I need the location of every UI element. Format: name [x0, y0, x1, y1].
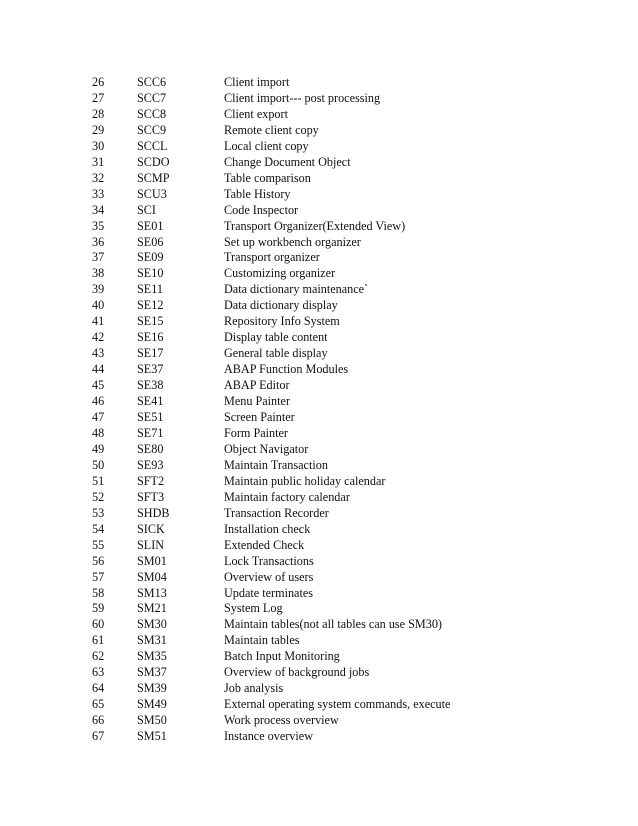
transaction-description: Change Document Object — [224, 154, 351, 169]
transaction-code: SM35 — [137, 649, 167, 664]
transaction-code: SM04 — [137, 569, 167, 584]
transaction-description: Maintain factory calendar — [224, 489, 350, 504]
transaction-code: SE01 — [137, 218, 164, 233]
table-row — [92, 442, 524, 458]
transaction-description: Table comparison — [224, 170, 311, 185]
table-row — [92, 171, 524, 187]
row-number: 43 — [92, 346, 105, 361]
table-row — [92, 362, 524, 378]
table-row — [92, 235, 524, 251]
table-row — [92, 91, 524, 107]
table-row — [92, 394, 524, 410]
row-number: 60 — [92, 617, 105, 632]
row-number: 44 — [92, 362, 105, 377]
transaction-code: SCC6 — [137, 75, 167, 89]
row-number: 46 — [92, 394, 105, 409]
transaction-description: External operating system commands, execute — [224, 697, 451, 712]
transaction-description: Update terminates — [224, 585, 314, 600]
table-row — [92, 506, 524, 522]
row-number: 59 — [92, 601, 105, 616]
table-row — [92, 554, 524, 570]
transaction-code: SHDB — [137, 505, 170, 520]
table-row — [92, 665, 524, 681]
row-number: 48 — [92, 425, 105, 440]
row-number: 42 — [92, 330, 105, 345]
transaction-code: SICK — [137, 521, 165, 536]
transaction-code: SCC8 — [137, 106, 167, 121]
table-row — [92, 282, 524, 298]
transaction-description: System Log — [224, 601, 283, 616]
transaction-code: SM13 — [137, 585, 167, 600]
table-row — [92, 219, 524, 235]
row-number: 26 — [92, 75, 105, 89]
transaction-description: Transport Organizer(Extended View) — [224, 218, 406, 233]
row-number: 36 — [92, 234, 105, 249]
transaction-description: Instance overview — [224, 729, 313, 744]
transaction-code: SCMP — [137, 170, 170, 185]
table-row — [92, 633, 524, 649]
transaction-description: Repository Info System — [224, 314, 340, 329]
transaction-description: Data dictionary display — [224, 298, 338, 313]
table-row — [92, 155, 524, 171]
row-number: 28 — [92, 106, 105, 121]
row-number: 45 — [92, 378, 105, 393]
table-row — [92, 187, 524, 203]
table-row — [92, 522, 524, 538]
transaction-description: Client import — [224, 75, 290, 89]
row-number: 32 — [92, 170, 105, 185]
table-row — [92, 378, 524, 394]
transaction-description: Job analysis — [224, 681, 284, 696]
table-row — [92, 713, 524, 729]
table-row — [92, 601, 524, 617]
transaction-code: SE12 — [137, 298, 164, 313]
row-number: 67 — [92, 729, 105, 744]
row-number: 41 — [92, 314, 105, 329]
table-row — [92, 697, 524, 713]
transaction-code: SM21 — [137, 601, 167, 616]
table-row — [92, 250, 524, 266]
transaction-code: SE51 — [137, 410, 164, 425]
row-number: 51 — [92, 473, 105, 488]
transaction-description: ABAP Function Modules — [224, 362, 349, 377]
table-row — [92, 681, 524, 697]
table-row — [92, 570, 524, 586]
transaction-description: Lock Transactions — [224, 553, 314, 568]
row-number: 58 — [92, 585, 105, 600]
table-row — [92, 649, 524, 665]
row-number: 57 — [92, 569, 105, 584]
transaction-code: SE06 — [137, 234, 164, 249]
transaction-code: SE17 — [137, 346, 164, 361]
table-row — [92, 729, 524, 745]
transaction-code: SCC7 — [137, 90, 167, 105]
transaction-code: SM01 — [137, 553, 167, 568]
row-number: 55 — [92, 537, 105, 552]
table-row — [92, 123, 524, 139]
transaction-code: SM50 — [137, 713, 167, 728]
table-row — [92, 203, 524, 219]
transaction-code: SE15 — [137, 314, 164, 329]
table-row — [92, 490, 524, 506]
transaction-description: Transaction Recorder — [224, 505, 329, 520]
transaction-code: SLIN — [137, 537, 165, 552]
transaction-code: SE71 — [137, 425, 164, 440]
table-row — [92, 330, 524, 346]
row-number: 30 — [92, 138, 105, 153]
transaction-code: SM49 — [137, 697, 167, 712]
table-row — [92, 139, 524, 155]
transaction-description: Installation check — [224, 521, 311, 536]
transaction-description: Client export — [224, 106, 288, 121]
transaction-description: Maintain tables(not all tables can use SM30) — [224, 617, 442, 632]
transaction-code: SCU3 — [137, 186, 167, 201]
table-row — [92, 617, 524, 633]
transaction-description: Code Inspector — [224, 202, 299, 217]
transaction-description: Overview of background jobs — [224, 665, 370, 680]
row-number: 61 — [92, 633, 105, 648]
table-row — [92, 458, 524, 474]
transaction-code: SE11 — [137, 282, 163, 297]
transaction-code: SM37 — [137, 665, 167, 680]
transaction-description: Maintain Transaction — [224, 457, 328, 472]
transaction-description: Customizing organizer — [224, 266, 336, 281]
transaction-description: Form Painter — [224, 425, 288, 440]
transaction-code: SCCL — [137, 138, 168, 153]
transaction-description: Batch Input Monitoring — [224, 649, 340, 664]
transaction-code: SE93 — [137, 457, 164, 472]
row-number: 50 — [92, 457, 105, 472]
row-number: 63 — [92, 665, 105, 680]
row-number: 64 — [92, 681, 105, 696]
table-row — [92, 426, 524, 442]
transaction-description: Display table content — [224, 330, 328, 345]
transaction-code: SE80 — [137, 441, 164, 456]
transaction-code: SM30 — [137, 617, 167, 632]
table-body — [92, 75, 524, 745]
transaction-code-table — [92, 75, 524, 745]
row-number: 29 — [92, 122, 105, 137]
row-number: 56 — [92, 553, 105, 568]
transaction-description: Maintain tables — [224, 633, 300, 648]
transaction-code: SCDO — [137, 154, 170, 169]
transaction-code: SFT3 — [137, 489, 165, 504]
transaction-code: SFT2 — [137, 473, 165, 488]
transaction-code: SE10 — [137, 266, 164, 281]
transaction-code: SE37 — [137, 362, 164, 377]
row-number: 31 — [92, 154, 105, 169]
transaction-description: Set up workbench organizer — [224, 234, 361, 249]
table-row — [92, 410, 524, 426]
transaction-description: Screen Painter — [224, 410, 295, 425]
transaction-description: Object Navigator — [224, 441, 309, 456]
row-number: 37 — [92, 250, 105, 265]
transaction-code: SM51 — [137, 729, 167, 744]
row-number: 49 — [92, 441, 105, 456]
transaction-description: Maintain public holiday calendar — [224, 473, 386, 488]
row-number: 38 — [92, 266, 105, 281]
table-row — [92, 538, 524, 554]
row-number: 65 — [92, 697, 105, 712]
table-row — [92, 474, 524, 490]
row-number: 62 — [92, 649, 105, 664]
transaction-description: Local client copy — [224, 138, 309, 153]
transaction-description: Table History — [224, 186, 291, 201]
transaction-description: Extended Check — [224, 537, 305, 552]
table-row — [92, 75, 524, 91]
transaction-description: Remote client copy — [224, 122, 319, 137]
transaction-description: Data dictionary maintenance` — [224, 282, 369, 297]
table-row — [92, 107, 524, 123]
transaction-description: Overview of users — [224, 569, 314, 584]
transaction-description: Client import--- post processing — [224, 90, 381, 105]
table-row — [92, 314, 524, 330]
transaction-description: General table display — [224, 346, 328, 361]
transaction-code: SCC9 — [137, 122, 167, 137]
table-row — [92, 298, 524, 314]
row-number: 34 — [92, 202, 105, 217]
table-row — [92, 346, 524, 362]
row-number: 33 — [92, 186, 105, 201]
transaction-description: Work process overview — [224, 713, 339, 728]
table-row — [92, 266, 524, 282]
transaction-code: SCI — [137, 202, 156, 217]
row-number: 35 — [92, 218, 105, 233]
transaction-code: SE09 — [137, 250, 164, 265]
row-number: 53 — [92, 505, 105, 520]
row-number: 40 — [92, 298, 105, 313]
transaction-code: SM39 — [137, 681, 167, 696]
table-row — [92, 586, 524, 602]
transaction-description: ABAP Editor — [224, 378, 290, 393]
row-number: 54 — [92, 521, 105, 536]
row-number: 27 — [92, 90, 105, 105]
row-number: 39 — [92, 282, 105, 297]
transaction-description: Menu Painter — [224, 394, 291, 409]
row-number: 52 — [92, 489, 105, 504]
transaction-description: Transport organizer — [224, 250, 320, 265]
transaction-code: SE41 — [137, 394, 164, 409]
transaction-code: SM31 — [137, 633, 167, 648]
transaction-code: SE38 — [137, 378, 164, 393]
transaction-code: SE16 — [137, 330, 164, 345]
row-number: 47 — [92, 410, 105, 425]
row-number: 66 — [92, 713, 105, 728]
